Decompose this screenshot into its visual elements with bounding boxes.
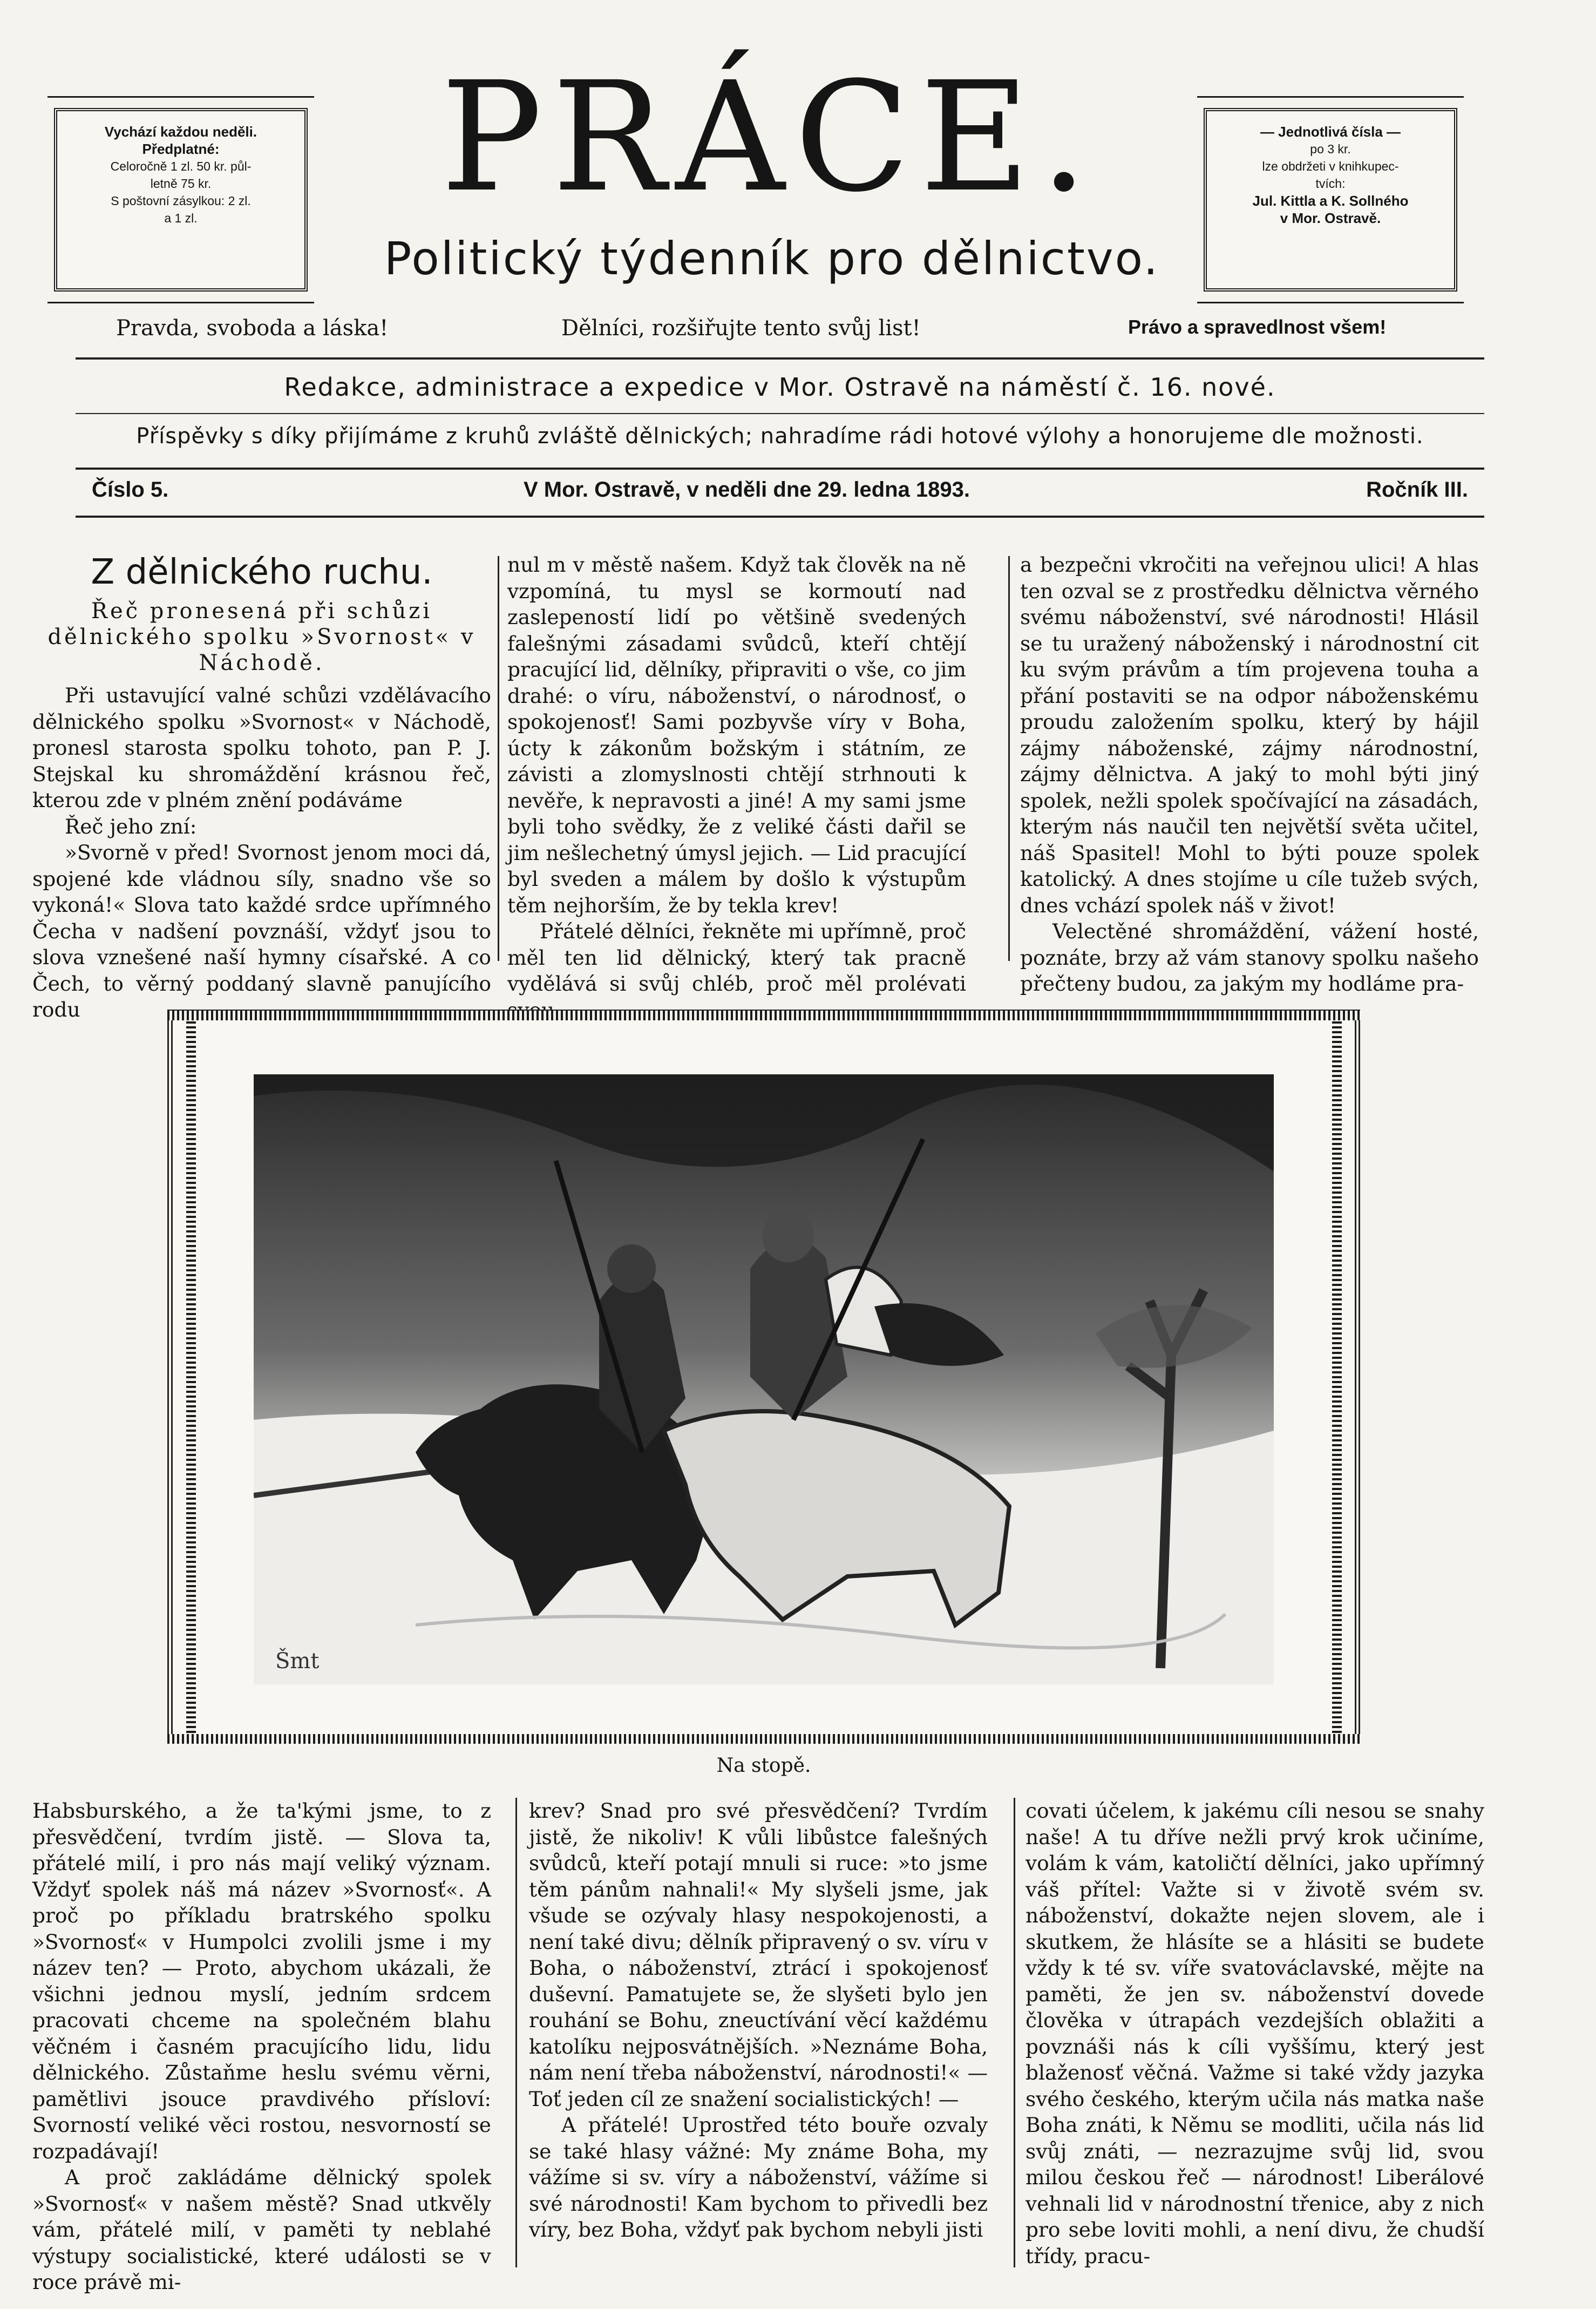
subscription-line: a 1 zl. xyxy=(164,211,198,225)
newspaper-title: PRÁCE. xyxy=(440,50,1098,226)
issue-volume: Ročník III. xyxy=(1366,478,1468,502)
article-heading: Z dělnického ruchu. xyxy=(91,552,433,592)
divider xyxy=(76,357,1484,360)
paragraph: nul m v městě našem. Když tak člověk na ně vzpomíná, tu mysl se kormoutí nad zaslepeností lidí po většině svedených falešnými zásadami svůdců, kteří chtějí pracující lid, dělníky, připraviti o vše, co jim drahé: o víru, náboženství, o národnosť, o spokojenosť! Sami pozbyvše víry v Boha, úcty k zákonům božským i státním, ze závisti a zlomyslnosti chtějí strhnouti k nevěře, k nepravosti a jiné! A my sami jsme byli toho svědky, že z veliké části dařil se jim nešlechetný úmysl jejich. — Lid pracující byl sveden a málem by došlo k výstupům těm nejhorším, že by tekla krev! xyxy=(507,553,966,917)
paragraph: Řeč jeho zní: xyxy=(65,814,197,838)
divider xyxy=(76,413,1484,414)
paragraph: krev? Snad pro své přesvědčení? Tvrdím jistě, že nikoliv! K vůli libůstce falešných svůdců, kteří potají mnuli si ruce: »to jsme těm pánům nahnali!« My slyšeli jsme, jak všude se ozývaly hlasy nespokojenosti, a není také divu; dělník připravený o sv. víru v Boha, o náboženství, ztrácí i spokojenosť duševní. Pamatujete se, že slyšeti bylo jen rouhání se Bohu, zneuctívání věcí každému katolíku nejposvátnějších. »Neznáme Boha, nám není třeba náboženství, národnosti!« — Toť jeden cíl ze snažení socialistických! — xyxy=(529,1799,988,2111)
editorial-address: Redakce, administrace a expedice v Mor. Ostravě na náměstí č. 16. nové. xyxy=(284,373,1276,402)
motto-right: Právo a spravedlnost všem! xyxy=(1128,316,1387,338)
frame-ornament-left xyxy=(186,1020,196,1733)
paragraph: Velectěné shromáždění, vážení hosté, poznáte, brzy až vám stanovy spolku našeho přečteny budou, za jakým my hodláme pra- xyxy=(1020,919,1479,996)
subscription-line: Celoročně 1 zl. 50 kr. půl- xyxy=(110,159,252,173)
single-issue-line: lze obdržeti v knihkupec- xyxy=(1262,159,1399,173)
frame-ornament-top xyxy=(167,1011,1360,1020)
subscription-line: letně 75 kr. xyxy=(150,177,212,191)
column-separator xyxy=(515,1798,517,2267)
paragraph: Přátelé dělníci, řekněte mi upřímně, proč měl ten lid dělnický, který tak pracně vydělává si svůj chléb, proč měl prolévati xyxy=(507,919,966,996)
paragraph: Při ustavující valné schůzi vzdělávacího dělnického spolku »Svornost« v Náchodě, pronesl starosta spolku tohoto, pan P. J. Stejskal ku shromáždění krásnou řeč, kterou zde v plném znění podáváme xyxy=(32,683,491,812)
illustration-caption: Na stopě. xyxy=(716,1755,811,1777)
contributions-note: Příspěvky s díky přijímáme z kruhů zvláště dělnických; nahradíme rádi hotové výlohy a honorujeme dle možnosti. xyxy=(136,424,1424,449)
paragraph: »Svorně v před! Svornost jenom moci dá, spojené kde vládnou síly, snadno vše so vykoná!« Slova tato každé srdce upřímného Čecha v nadšení povznáší, vždyť jsou to slova vznešené naší hymny císařské. A co Čech, to věrný poddaný slavně panujícího rodu xyxy=(32,841,491,1021)
single-issue-line: — Jednotlivá čísla — xyxy=(1260,124,1401,140)
paragraph: A proč zakládáme dělnický spolek »Svornosť« v našem městě? Snad utkvěly vám, přátelé milí, v paměti ty neblahé výstupy socialistické, které události se v roce právě mi- xyxy=(32,2165,491,2294)
article-column-4 xyxy=(32,1798,491,2296)
subscription-line: S poštovní zásylkou: 2 zl. xyxy=(111,194,251,208)
motto-center: Dělníci, rozšiřujte tento svůj list! xyxy=(561,316,921,341)
article-column-2 xyxy=(507,552,966,1023)
single-issue-line: Jul. Kittla a K. Sollného xyxy=(1252,193,1409,209)
column-separator xyxy=(498,556,499,961)
column-separator xyxy=(1014,1798,1015,2267)
artist-signature: Šmt xyxy=(275,1649,320,1674)
single-issue-line: po 3 kr. xyxy=(1310,142,1351,156)
single-issue-box xyxy=(1204,108,1457,292)
issue-date: V Mor. Ostravě, v neděli dne 29. ledna 1893. xyxy=(524,478,970,502)
issue-line xyxy=(76,478,1484,510)
subscription-line: Vychází každou neděli. xyxy=(104,124,257,140)
paragraph: A přátelé! Uprostřed této bouře ozvaly se také hlasy vážné: My známe Boha, my vážíme si sv. víry a náboženství, vážíme si své národnosti! Kam bychom to přivedli bez víry, bez Boha, vždyť pak bychom nebyli jisti xyxy=(529,2113,988,2242)
divider xyxy=(76,468,1484,470)
motto-left: Pravda, svoboda a láska! xyxy=(116,316,389,341)
article-column-3 xyxy=(1020,552,1479,997)
article-subheading: Řeč pronesená při schůzi dělnického spolku »Svornost« v Náchodě. xyxy=(47,599,476,675)
frame-ornament-bottom xyxy=(167,1734,1360,1744)
paragraph: Habsburského, a že ta'kými jsme, to z přesvědčení, tvrdím jistě. — Slova ta, přátelé milí, i pro nás mají veliký význam. Vždyť spolek náš má název »Svornosť«. A proč po příkladu bratrského spolku »Svornosť« v Humpolci zvolili jsme i my název ten? — Proto, abychom ukázali, že všichni jednou myslí, jedním srdcem pracovati chceme na společném blahu věčném i časném pracujícího lidu, lidu dělnického. Zůstaňme heslu svému věrni, pamětlivi jsouce pravdivého přísloví: Svorností veliké věci rostou, nesvorností se rozpadávají! xyxy=(32,1799,491,2163)
article-column-5 xyxy=(529,1798,988,2243)
paragraph: covati účelem, k jakému cíli nesou se snahy naše! A tu dříve nežli prvý krok učiníme, volám k vám, katoličtí dělníci, jako upřímný váš přítel: Važte si v životě svém sv. náboženství, dokažte nejen slovem, ale i skutkem, že hlásíte se a hlásiti se budete vždy k té sv. víře svatováclavské, mějte na paměti, že jen sv. náboženství dovede člověka v útrapách vezdejších oblažiti a povznáši nás k cíli vyššímu, který jest blaženosť věčná. Važme si také vždy jazyka svého českého, kterým učila nás matka naše Boha znáti, k Němu se modliti, učila nás lid svůj znáti, — nezrazujme svůj lid, svou milou českou řeč — národnost! Liberálové vehnali lid v národnostní třenice, aby z nich pro sebe loviti mohli, a není divu, že chudší třídy, pracu- xyxy=(1025,1799,1484,2268)
subscription-box xyxy=(54,108,308,292)
newspaper-subtitle: Politický týdenník pro dělnictvo. xyxy=(384,232,1160,285)
engraving-riders-in-snowstorm xyxy=(254,1074,1274,1684)
paragraph: a bezpečni vkročiti na veřejnou ulici! A hlas ten ozval se z prostředku dělnictva věrného svému náboženství, své národnosti! Hlásil se tu uražený náboženský i národnostní cit ku svým právům a tím projevena touha a přání postaviti se na odpor náboženskému proudu založením spolku, který by hájil zájmy náboženské, zájmy národnostní, zájmy dělnictva. A jaký to mohl býti jiný spolek, nežli spolek spočívající na zásadách, kterým nás naučil ten největší světa učitel, náš Spasitel! Mohl to býti pouze spolek katolický. A dnes stojíme u cíle tužeb svých, dnes vchází spolek náš v život! xyxy=(1020,553,1479,917)
subscription-line: Předplatné: xyxy=(142,141,220,157)
frame-ornament-right xyxy=(1332,1020,1342,1733)
issue-number: Číslo 5. xyxy=(92,478,169,502)
article-column-6 xyxy=(1025,1798,1484,2269)
article-column-1 xyxy=(32,551,491,1023)
divider xyxy=(76,516,1484,518)
single-issue-line: tvích: xyxy=(1315,177,1346,191)
mottos-row xyxy=(0,316,1596,348)
single-issue-line: v Mor. Ostravě. xyxy=(1280,210,1381,226)
column-separator xyxy=(1008,556,1010,961)
